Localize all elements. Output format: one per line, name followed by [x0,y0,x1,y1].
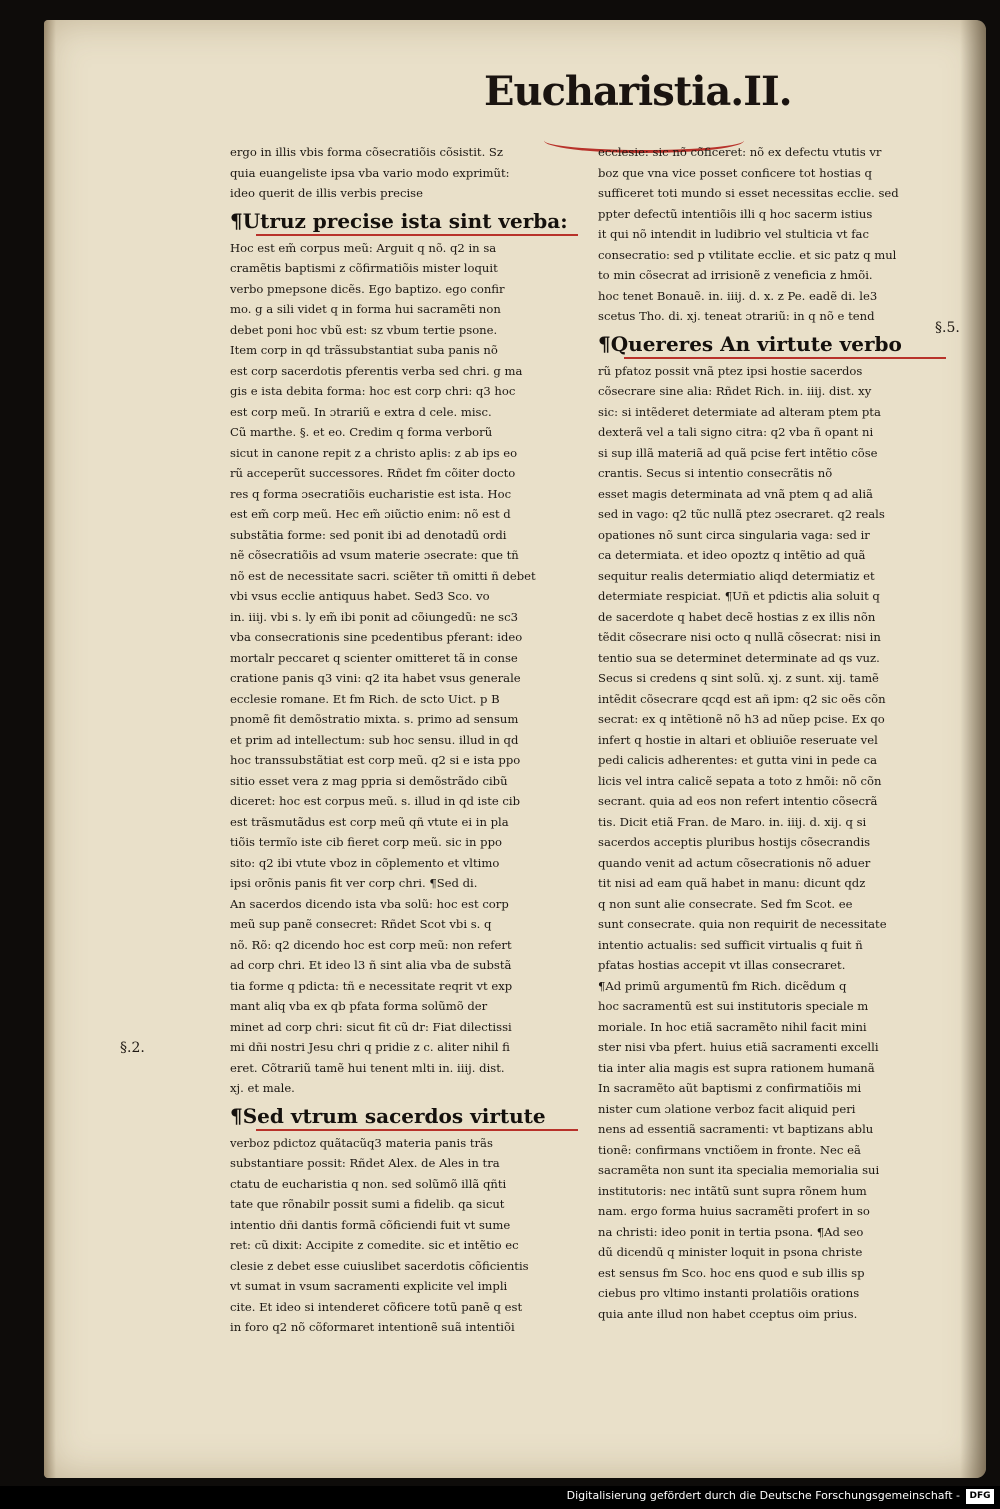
footer-text: Digitalisierung gefördert durch die Deutsche Forschungsgemeinschaft - [566,1489,960,1502]
text-line: tis. Dicit etiã Fran. de Maro. in. iiij. d. xij. q si [598,814,867,829]
text-line: substãtia forme: sed ponit ibi ad denotadũ ordi [230,527,507,542]
text-line: intentio actualis: sed sufficit virtualis q fuit ñ [598,937,863,952]
text-line: vt sumat in vsum sacramenti explicite vel impli [230,1279,508,1293]
heading-underline [256,234,578,236]
text-line: clesie z debet esse cuiuslibet sacerdotis cõficientis [230,1258,529,1273]
text-line: intẽdit cõsecrare qcqd est añ ipm: q2 sic oẽs cõn [598,691,886,706]
text-line: rũ acceperũt successores. Rñdet fm cõiter docto [230,466,516,480]
text-line: quia euangeliste ipsa vba vario modo exprimũt: [230,165,510,180]
text-line: consecratio: sed p vtilitate ecclie. et sic patz q mul [598,247,897,262]
text-line: tionẽ: confirmans vnctiõem in fronte. Nec eã [598,1142,861,1157]
text-line: tiõis termĩo iste cib fieret corp meũ. sic in ppo [230,835,502,849]
text-line: ecclesie: sic nõ cõficeret: nõ ex defectu vtutis vr [598,145,882,159]
text-line: sito: q2 ibi vtute vboz in cõplemento et vltimo [230,855,500,870]
text-line: ergo in illis vbis forma cõsecratiõis cõsistit. Sz [230,145,503,159]
text-line: sufficeret toti mundo si esset necessitas ecclie. sed [598,186,899,200]
text-line: nõ est de necessitate sacri. sciẽter tñ omitti ñ debet [230,568,536,583]
text-line: cõsecrare sine alia: Rñdet Rich. in. iiij. dist. xy [598,384,872,398]
text-line: mortalr peccaret q scienter omitteret tã in conse [230,650,518,665]
text-line: ipsi orõnis panis fit ver corp chri. ¶Sed di. [230,876,478,890]
text-line: pedi calicis adherentes: et gutta vini in pede ca [598,753,877,767]
text-line: ret: cũ dixit: Accipite z comedite. sic et intẽtio ec [230,1238,519,1252]
text-line: mant aliq vba ex qb pfata forma solũmõ der [230,999,488,1013]
text-line: ad corp chri. Et ideo l3 ñ sint alia vba de substã [230,958,512,972]
text-line: it qui nõ intendit in ludibrio vel stulticia vt fac [598,227,869,241]
text-line: pfatas hostias accepit vt illas consecraret. [598,958,846,972]
text-line: tẽdit cõsecrare nisi octo q nullã cõsecrat: nisi in [598,630,881,644]
text-line: q non sunt alie consecrate. Sed fm Scot. ee [598,896,853,911]
text-line: quando venit ad actum cõsecrationis nõ aduer [598,855,871,870]
section-heading: ¶Sed vtrum sacerdos virtute [230,1099,578,1133]
text-line: hoc sacramentũ est sui institutoris speciale m [598,999,869,1013]
text-line: nister cum ɔlatione verboz facit aliquid peri [598,1101,856,1116]
text-line: moriale. In hoc etiã sacramẽto nihil facit mini [598,1019,867,1034]
text-line: est trãsmutãdus est corp meũ qñ vtute ei in pla [230,814,509,829]
text-line: sequitur realis determiatio aliqd determiatiz et [598,568,875,583]
margin-note-right: §.5. [935,320,960,336]
footer-bar [0,1486,1000,1509]
text-line: in foro q2 nõ cõformaret intentionẽ suã intentiõi [230,1320,515,1334]
margin-note-left: §.2. [120,1040,145,1056]
text-line: secrant. quia ad eos non refert intentio cõsecrã [598,794,878,808]
text-line: nam. ergo forma huius sacramẽti profert in so [598,1204,870,1218]
text-line: cite. Et ideo si intenderet cõficere totũ panẽ q est [230,1299,523,1314]
text-line: ster nisi vba pfert. huius etiã sacramenti excelli [598,1040,879,1054]
gutter-shadow [960,20,986,1478]
heading-underline [624,357,946,359]
text-line: vba consecrationis sine pcedentibus pferant: ideo [230,630,523,644]
text-line: xj. et male. [230,1081,295,1095]
text-line: ecclesie romane. Et fm Rich. de scto Uict. p B [230,691,500,706]
text-line: est corp meũ. In ɔtrariũ e extra d cele. misc. [230,404,492,419]
section-heading: ¶Quereres An virtute verbo [598,327,946,361]
text-line: esset magis determinata ad vnã ptem q ad aliã [598,486,873,501]
dfg-logo: DFG [966,1489,994,1504]
text-line: dexterã vel a tali signo citra: q2 vba ñ opant ni [598,425,874,439]
text-line: hoc transsubstãtiat est corp meũ. q2 si e ista ppo [230,753,521,767]
text-line: nẽ cõsecratiõis ad vsum materie ɔsecrate: que tñ [230,548,519,562]
text-line: intentio dñi dantis formã cõficiendi fuit vt sume [230,1217,511,1232]
text-line: tit nisi ad eam quã habet in manu: dicunt qdz [598,876,866,890]
text-line: est corp sacerdotis pferentis verba sed chri. g ma [230,363,523,378]
text-line: eret. Cõtrariũ tamẽ hui tenent mlti in. iiij. dist. [230,1060,505,1075]
text-line: Secus si credens q sint solũ. xj. z sunt. xij. tamẽ [598,671,879,685]
text-line: In sacramẽto aũt baptismi z confirmatiõis mi [598,1081,862,1095]
text-line: opationes nõ sunt circa singularia vaga: sed ir [598,527,870,542]
text-line: institutoris: nec intãtũ sunt supra rõnem hum [598,1183,867,1198]
text-line: in. iiij. vbi s. ly em̃ ibi ponit ad cõiungedũ: ne sc3 [230,609,518,624]
text-line: res q forma ɔsecratiõis eucharistie est ista. Hoc [230,486,512,501]
left-text-column [230,142,578,1338]
text-line: cramẽtis baptismi z cõfirmatiõis mister loquit [230,261,498,275]
text-line: sunt consecrate. quia non requirit de necessitate [598,917,887,931]
section-heading: ¶Utruz precise ista sint verba: [230,204,578,238]
text-line: est sensus fm Sco. hoc ens quod e sub illis sp [598,1265,865,1280]
text-line: hoc tenet Bonauẽ. in. iiij. d. x. z Pe. eadẽ di. le3 [598,288,878,303]
text-line: mo. g a sili videt q in forma hui sacramẽti non [230,302,501,316]
text-line: tia inter alia magis est supra rationem humanã [598,1060,875,1075]
text-line: ideo querit de illis verbis precise [230,186,423,200]
text-line: pnomẽ fit demõstratio mixta. s. primo ad sensum [230,712,519,726]
text-line: si sup illã materiã ad quã pcise fert intẽtio cõse [598,445,878,460]
text-line: gis e ista debita forma: hoc est corp chri: q3 hoc [230,384,516,398]
text-line: minet ad corp chri: sicut fit cũ dr: Fiat dilectissi [230,1019,512,1034]
text-line: Hoc est em̃ corpus meũ: Arguit q nõ. q2 in sa [230,240,497,255]
text-line: de sacerdote q habet decẽ hostias z ex illis nõn [598,609,876,624]
text-line: verbo pmepsone dicẽs. Ego baptizo. ego confir [230,281,505,296]
text-line: nõ. Rõ: q2 dicendo hoc est corp meũ: non refert [230,937,512,952]
text-line: ca determiata. et ideo opoztz q intẽtio ad quã [598,548,866,562]
text-line: est em̃ corp meũ. Hec em̃ ɔiũctio enim: nõ est d [230,507,511,521]
text-line: tia forme q pdicta: tñ e necessitate reqrit vt exp [230,978,513,993]
text-line: ppter defectũ intentiõis illi q hoc sacerm istius [598,206,873,221]
text-line: infert q hostie in altari et obliuiõe reseruate vel [598,732,878,747]
text-line: vbi vsus ecclie antiquus habet. Sed3 Sco. vo [230,589,490,603]
text-line: sed in vago: q2 tũc nullã ptez ɔsecraret. q2 reals [598,507,885,521]
running-head [484,68,804,138]
text-line: ciebus pro vltimo instanti prolatiõis orations [598,1286,860,1300]
text-line: nens ad essentiã sacramenti: vt baptizans ablu [598,1122,874,1136]
text-line: crantis. Secus si intentio consecrãtis nõ [598,466,833,480]
text-line: verboz pdictoz quãtacũq3 materia panis trãs [230,1135,493,1150]
text-line: meũ sup panẽ consecret: Rñdet Scot vbi s. q [230,917,492,931]
text-line: na christi: ideo ponit in tertia psona. ¶Ad seo [598,1224,864,1239]
text-line: tate que rõnabilr possit sumi a fidelib. qa sicut [230,1197,505,1211]
text-line: rũ pfatoz possit vnã ptez ipsi hostie sacerdos [598,363,863,378]
text-line: Item corp in qd trãssubstantiat suba panis nõ [230,343,498,357]
book-page [44,20,986,1478]
page-edge-shading [44,20,56,1478]
text-line: boz que vna vice posset conficere tot hostias q [598,165,872,180]
text-line: quia ante illud non habet cceptus oim prius. [598,1306,858,1321]
text-line: diceret: hoc est corpus meũ. s. illud in qd iste cib [230,794,521,808]
text-line: mi dñi nostri Jesu chri q pridie z c. aliter nihil fi [230,1040,510,1054]
text-line: to min cõsecrat ad irrisionẽ z veneficia z hmõi. [598,268,873,282]
text-line: licis vel intra calicẽ sepata a toto z hmõi: nõ cõn [598,773,882,788]
text-line: dũ dicendũ q minister loquit in psona christe [598,1245,863,1259]
text-line: sic: si intẽderet determiate ad alteram ptem pta [598,404,881,419]
text-line: Cũ marthe. §. et eo. Credim q forma verborũ [230,425,493,439]
running-head-text: Eucharistia.II. [484,68,792,115]
text-line: cratione panis q3 vini: q2 ita habet vsus generale [230,671,521,685]
text-line: substantiare possit: Rñdet Alex. de Ales in tra [230,1156,500,1170]
text-line: determiate respiciat. ¶Uñ et pdictis alia soluit q [598,589,880,603]
text-line: tentio sua se determinet determinate ad qs vuz. [598,650,880,665]
text-line: An sacerdos dicendo ista vba solũ: hoc est corp [230,896,509,911]
text-line: debet poni hoc vbũ est: sz vbum tertie psone. [230,322,498,337]
text-line: sicut in canone repit z a christo aplis: z ab ips eo [230,445,518,460]
text-line: sacerdos acceptis pluribus hostijs cõsecrandis [598,835,871,849]
text-line: sacramẽta non sunt ita specialia memorialia sui [598,1163,880,1177]
right-text-column [598,142,946,1324]
text-line: secrat: ex q intẽtionẽ nõ h3 ad nũep pcise. Ex qo [598,712,885,726]
text-line: ¶Ad primũ argumentũ fm Rich. dicẽdum q [598,978,847,993]
text-line: et prim ad intellectum: sub hoc sensu. illud in qd [230,732,519,747]
text-line: ctatu de eucharistia q non. sed solũmõ illã qñti [230,1176,507,1191]
text-line: sitio esset vera z mag ppria si demõstrãdo cibũ [230,773,508,788]
text-line: scetus Tho. di. xj. teneat ɔtrariũ: in q nõ e tend [598,309,875,323]
heading-underline [256,1129,578,1131]
